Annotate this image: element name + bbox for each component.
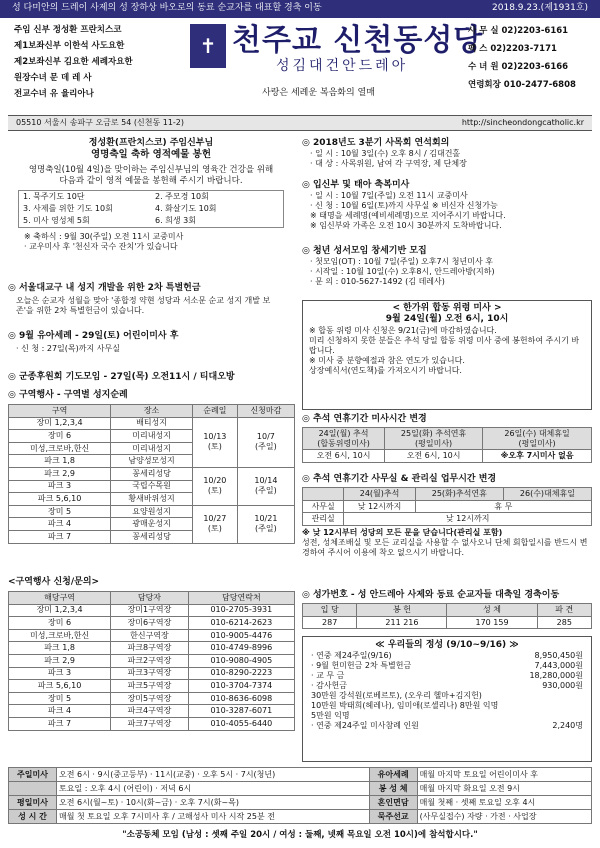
offering-amount: 7,443,000원 bbox=[534, 661, 583, 671]
offering-item: 3. 사제를 위한 기도 10회 bbox=[23, 204, 113, 214]
contact-line: 수 녀 원 02)2203-6166 bbox=[468, 62, 569, 72]
table-cell: 매월 마지막 토요일 어린이미사 후 bbox=[417, 768, 591, 782]
pastor-line: 원장수녀 문 데 레 사 bbox=[14, 73, 92, 83]
col-header: 순례일 bbox=[192, 405, 237, 418]
memorial-title: < 한가위 합동 위령 미사 > bbox=[392, 303, 502, 313]
table-cell: 꽁세리성당 bbox=[111, 530, 193, 543]
table-cell: 파크 3 bbox=[9, 667, 111, 680]
offering-label: 10만원 박태희(헤레나), 임미애(로셀리나) 8만원 익명 bbox=[311, 701, 499, 711]
section-line: · 신 청 : 10월 6일(토)까지 사무실 ※ 비신자 신청가능 bbox=[310, 201, 498, 211]
table-cell: 장미 5 bbox=[9, 692, 111, 705]
feast-subtitle: 영명축일 축하 영적예물 봉헌 bbox=[90, 149, 212, 161]
table-cell: 휴 무 bbox=[415, 500, 591, 513]
table-cell: 사무실 bbox=[303, 500, 344, 513]
schedule-table bbox=[8, 767, 592, 824]
table-row bbox=[9, 642, 295, 655]
council-meeting-section bbox=[302, 138, 592, 169]
table-cell: 파크 2,9 bbox=[9, 467, 111, 480]
table-cell: 파크 2,9 bbox=[9, 654, 111, 667]
offering-label: · 9월 헌미헌금 2차 특별헌금 bbox=[311, 661, 412, 671]
offering-label: · 연중 제24주일(9/16) bbox=[311, 651, 392, 661]
section-line: · 첫모임(OT) : 10월 7일(주일) 오후7시 청년미사 후 bbox=[310, 257, 493, 267]
col-header: 입 당 bbox=[303, 604, 357, 617]
table-cell: 10/27 (토) bbox=[192, 505, 237, 543]
table-cell: 장미 1,2,3,4 bbox=[9, 417, 111, 430]
table-cell: 미리내성지 bbox=[111, 430, 193, 443]
offering-line bbox=[311, 721, 583, 731]
offering-label: · 감사헌금 bbox=[311, 681, 347, 691]
table-cell: 010-9005-4476 bbox=[188, 629, 294, 642]
table-row bbox=[9, 629, 295, 642]
contact-line: 팩 스 02)2203-7171 bbox=[468, 44, 557, 54]
table-cell: 파크 4 bbox=[9, 518, 111, 531]
feast-note: ※ 축하식 : 9월 30(주일) 오전 11시 교중미사 bbox=[24, 232, 184, 242]
table-row bbox=[9, 667, 295, 680]
region-contact-wrap bbox=[8, 591, 295, 731]
table-cell: 관리실 bbox=[303, 513, 344, 526]
memorial-line: ※ 미사 중 분향예절과 참은 연도가 있습니다. bbox=[309, 355, 465, 365]
col-header: 24(월)추석 bbox=[344, 488, 415, 501]
section-title: ◎ 입신부 및 태아 축복미사 bbox=[302, 180, 410, 190]
footer-note: "소공동체 모임 (남성 : 셋째 주일 20시 / 여성 : 둘째, 넷째 목요일 오전 10시)에 참석합시다." bbox=[122, 830, 478, 840]
address-bar bbox=[8, 115, 592, 131]
table-cell: 봉 성 체 bbox=[369, 782, 417, 796]
offering-item: 5. 미사 영성체 5회 bbox=[23, 216, 90, 226]
section-title: ◎ 9월 유아세례 - 29일(토) 어린이미사 후 bbox=[8, 331, 179, 341]
table-cell: 주일미사 bbox=[9, 768, 57, 782]
pregnancy-blessing-section bbox=[302, 180, 592, 231]
table-cell: 광매운성지 bbox=[111, 518, 193, 531]
table-cell: 파크 5,6,10 bbox=[9, 680, 111, 693]
table-cell: 오전 6시, 10시 bbox=[385, 450, 483, 463]
section-line: · 문 의 : 010-5627-1492 (김 데레사) bbox=[310, 277, 445, 287]
table-cell: 매월 첫 토요일 오후 7시미사 후 / 고해성사 미사 시작 25분 전 bbox=[57, 810, 370, 824]
issue-date: 2018.9.23.(제1931호) bbox=[492, 3, 588, 14]
memorial-mass-box bbox=[302, 300, 592, 410]
table-row bbox=[9, 505, 295, 518]
section-title: ◎ 군종후원회 기도모임 - 27일(목) 오전11시 / 티대오방 bbox=[8, 372, 235, 382]
memorial-line: ※ 합동 위령 미사 신청은 9/21(금)에 마감하였습니다. bbox=[309, 325, 497, 335]
address: 05510 서울시 송파구 오금로 54 (신천동 11-2) bbox=[16, 118, 185, 127]
section-line: ※ 임신부와 가족은 오전 10시 30분까지 도착바랍니다. bbox=[310, 221, 502, 231]
section-body: 오늘은 순교자 성월을 맞아 '종합정 약현 성당과 서소문 순교 성지 개발 보존'을 위한 2차 특별헌금이 있습니다. bbox=[16, 296, 271, 316]
col-header: 신청마감 bbox=[237, 405, 294, 418]
section-line: · 일 시 : 10월 7일(주일) 오전 11시 교중미사 bbox=[310, 191, 468, 201]
schedule-table-wrap bbox=[8, 767, 592, 824]
church-logo-icon: ✝ bbox=[190, 24, 226, 68]
table-row bbox=[9, 604, 295, 617]
table-cell: 170 159 bbox=[447, 616, 537, 629]
offering-amount: 18,280,000원 bbox=[529, 671, 583, 681]
table-row bbox=[9, 810, 592, 824]
table-cell: 010-3704-7374 bbox=[188, 680, 294, 693]
offering-line bbox=[311, 711, 583, 721]
table-cell: 010-2705-3931 bbox=[188, 604, 294, 617]
table-cell: 285 bbox=[537, 616, 591, 629]
section-line: ※ 태명을 세례명(예비세례명)으로 지어주시기 바랍니다. bbox=[310, 211, 506, 221]
table-row bbox=[9, 705, 295, 718]
table-row bbox=[9, 680, 295, 693]
col-header: 성 체 bbox=[447, 604, 537, 617]
table-cell: 오전 6시, 10시 bbox=[303, 450, 385, 463]
table-cell: 10/14 (주일) bbox=[237, 467, 294, 505]
table-cell: 유아세례 bbox=[369, 768, 417, 782]
table-cell bbox=[9, 782, 57, 796]
military-prayer-section bbox=[8, 372, 295, 383]
table-cell: 장미 1,2,3,4 bbox=[9, 604, 111, 617]
office-hours-section bbox=[302, 474, 592, 558]
section-body: · 신 청 : 27일(목)까지 사무실 bbox=[16, 344, 120, 354]
col-header: 25(화)추석연휴 bbox=[415, 488, 503, 501]
table-cell: 010-3287-6071 bbox=[188, 705, 294, 718]
table-cell: 파크 5,6,10 bbox=[9, 493, 111, 506]
memorial-date: 9월 24일(월) 오전 6시, 10시 bbox=[385, 314, 509, 325]
section-line: · 일 시 : 10월 3일(수) 오후 8시 / 김대건홀 bbox=[310, 149, 461, 159]
table-row bbox=[9, 717, 295, 730]
contact-list bbox=[468, 22, 596, 94]
col-header: 24일(월) 추석 (합동위령미사) bbox=[303, 428, 385, 450]
col-header: 담당자 bbox=[111, 592, 189, 605]
offering-title: ≪ 우리들의 정성 (9/10~9/16) ≫ bbox=[375, 640, 519, 650]
church-patron: 성김대건안드레아 bbox=[276, 58, 409, 74]
table-row bbox=[9, 467, 295, 480]
table-cell: (사무실접수) 자량 · 가전 · 사업장 bbox=[417, 810, 591, 824]
infant-baptism-section bbox=[8, 331, 295, 356]
feast-body: 영명축일(10월 4일)을 맞이하는 주임신부님의 영육간 건강을 위해 다음과 같이 영적 예물을 봉헌해 주시기 바랍니다. bbox=[28, 165, 274, 186]
offering-label: 30만원 강석원(로베르토), (오우리 헬마+김지헌) bbox=[311, 691, 482, 701]
offering-amount: 8,950,450원 bbox=[534, 651, 583, 661]
section-title: ◎ 2018년도 3분기 사목회 연석회의 bbox=[302, 138, 450, 148]
table-cell: 장미 6 bbox=[9, 617, 111, 630]
section-line: · 시작일 : 10월 10일(수) 오후8시, 안드레아방(지하) bbox=[310, 267, 495, 277]
col-header: 구역 bbox=[9, 405, 111, 418]
offering-line bbox=[311, 671, 583, 681]
section-title: ◎ 성가번호 - 성 안드레아 사제와 동료 순교자들 대축일 경축이동 bbox=[302, 590, 560, 600]
table-cell: 010-4055-6440 bbox=[188, 717, 294, 730]
offering-item: 1. 묵주기도 10단 bbox=[23, 192, 85, 202]
offering-item: 2. 주모경 10회 bbox=[155, 192, 209, 202]
table-cell: 010-8290-2223 bbox=[188, 667, 294, 680]
col-header: 26일(수) 대체휴일 (평일미사) bbox=[483, 428, 592, 450]
table-cell: 010-8636-6098 bbox=[188, 692, 294, 705]
table-cell: 211 216 bbox=[357, 616, 447, 629]
table-cell: 성 시 간 bbox=[9, 810, 57, 824]
offering-amount: 2,240명 bbox=[552, 721, 583, 731]
banner-text: 성 다미안의 드레이 사제의 성 장하상 바오로의 동료 순교자를 대표할 경축 이동 bbox=[12, 3, 322, 14]
offering-box bbox=[302, 636, 592, 762]
contact-line: 연령회장 010-2477-6808 bbox=[468, 80, 576, 90]
table-cell: 한신구역장 bbox=[111, 629, 189, 642]
table-cell: 남양성모성지 bbox=[111, 455, 193, 468]
contact-line: 사 무 실 02)2203-6161 bbox=[468, 26, 569, 36]
office-note: ※ 낮 12시부터 성당의 모든 문을 닫습니다(관리실 포함) bbox=[302, 528, 503, 538]
website-link[interactable]: http://sincheondongcatholic.kr bbox=[461, 118, 584, 127]
section-line: · 대 상 : 사목위원, 남여 각 구역장, 제 단체장 bbox=[310, 159, 467, 169]
offering-grid bbox=[18, 190, 284, 228]
col-header bbox=[303, 488, 344, 501]
special-collection-section bbox=[8, 283, 295, 318]
table-cell: 국립수목원 bbox=[111, 480, 193, 493]
section-title: ◎ 서울대교구 내 성지 개발을 위한 2차 특별헌금 bbox=[8, 283, 201, 293]
pastor-list bbox=[14, 22, 164, 102]
table-cell: 파크7구역장 bbox=[111, 717, 189, 730]
holiday-mass-table bbox=[302, 427, 592, 463]
offering-label: 5만원 익명 bbox=[311, 711, 350, 721]
table-cell: 파크 1,8 bbox=[9, 455, 111, 468]
table-cell: 낮 12시까지 bbox=[344, 500, 415, 513]
hymn-table bbox=[302, 603, 592, 629]
table-cell: 황새바위성지 bbox=[111, 493, 193, 506]
youth-bible-section bbox=[302, 246, 592, 287]
table-cell: 미성,크로바,한신 bbox=[9, 442, 111, 455]
pastor-line: 제1보좌신부 이한석 사도요한 bbox=[14, 41, 125, 51]
office-note: 성전, 성체조배실 및 모든 교리실을 사용할 수 없사오니 단체 회합일시를 반드시 변경하여 주시어 이용에 착오 없으시기 바랍니다. bbox=[302, 538, 588, 558]
table-cell: 파크3구역장 bbox=[111, 667, 189, 680]
table-cell: 장미 6 bbox=[9, 430, 111, 443]
section-title: ◎ 추석 연휴기간 미사시간 변경 bbox=[302, 414, 427, 424]
office-hours-table bbox=[302, 487, 592, 526]
col-header: 25일(화) 추석연휴 (평일미사) bbox=[385, 428, 483, 450]
table-cell: 요양원성지 bbox=[111, 505, 193, 518]
pilgrimage-section bbox=[8, 390, 295, 401]
table-cell: 토요일 : 오후 4시 (어린이) · 저녁 6시 bbox=[57, 782, 370, 796]
table-cell: 묵주선교 bbox=[369, 810, 417, 824]
church-name: 천주교 신천동성당 bbox=[232, 23, 484, 58]
section-title: ◎ 구역행사 - 구역별 성지순례 bbox=[8, 390, 128, 400]
section-title: <구역행사 신청/문의> bbox=[8, 577, 100, 587]
col-header: 장소 bbox=[111, 405, 193, 418]
feast-title: 정성환(프란치스코) 주임신부님 bbox=[88, 138, 214, 148]
table-cell: 낮 12시까지 bbox=[344, 513, 592, 526]
table-row bbox=[9, 654, 295, 667]
col-header: 봉 헌 bbox=[357, 604, 447, 617]
table-cell: 오전 6시(월~토) · 10시(화~금) · 오후 7시(화~목) bbox=[57, 796, 370, 810]
table-cell: 꽁세리성당 bbox=[111, 467, 193, 480]
table-cell: 010-9080-4905 bbox=[188, 654, 294, 667]
region-contact-table bbox=[8, 591, 295, 731]
table-cell: 매월 마지막 화요일 오전 9시 bbox=[417, 782, 591, 796]
offering-line bbox=[311, 661, 583, 671]
table-cell: 파크 1,8 bbox=[9, 642, 111, 655]
offering-item: 6. 희생 3회 bbox=[155, 216, 196, 226]
table-cell: 장미 5 bbox=[9, 505, 111, 518]
table-cell: 파크 7 bbox=[9, 717, 111, 730]
offering-line bbox=[311, 691, 583, 701]
offering-lines bbox=[311, 651, 583, 731]
table-cell: 오전 6시 · 9시(중고등부) · 11시(교중) · 오후 5시 · 7시(청년) bbox=[57, 768, 370, 782]
table-cell: 미리내성지 bbox=[111, 442, 193, 455]
table-cell: 10/7 (주일) bbox=[237, 417, 294, 467]
table-cell: 10/13 (토) bbox=[192, 417, 237, 467]
pilgrimage-table bbox=[8, 404, 295, 544]
section-title: ◎ 추석 연휴기간 사무실 & 관리실 업무시간 변경 bbox=[302, 474, 497, 484]
offering-label: · 교 무 금 bbox=[311, 671, 345, 681]
offering-amount: 930,000원 bbox=[542, 681, 583, 691]
table-cell: 파크5구역장 bbox=[111, 680, 189, 693]
table-cell: 파크4구역장 bbox=[111, 705, 189, 718]
table-row bbox=[9, 617, 295, 630]
table-cell: 미성,크로바,한신 bbox=[9, 629, 111, 642]
feast-note: · 교우미사 후 '천신자 국수 잔치'가 있습니다 bbox=[24, 242, 178, 252]
table-cell: 장미5구역장 bbox=[111, 692, 189, 705]
table-row bbox=[9, 768, 592, 782]
table-cell: 10/20 (토) bbox=[192, 467, 237, 505]
table-cell: 파크 3 bbox=[9, 480, 111, 493]
col-header: 파 견 bbox=[537, 604, 591, 617]
table-cell: 매월 첫째 · 셋째 토요일 오후 4시 bbox=[417, 796, 591, 810]
region-contact-section bbox=[8, 577, 295, 588]
section-title: ◎ 청년 성서모임 창세기반 모집 bbox=[302, 246, 427, 256]
table-row bbox=[9, 417, 295, 430]
table-cell: 010-4749-8996 bbox=[188, 642, 294, 655]
col-header: 담당연락처 bbox=[188, 592, 294, 605]
col-header: 26(수)대체휴일 bbox=[503, 488, 591, 501]
offering-item: 4. 화살기도 10회 bbox=[155, 204, 217, 214]
table-cell: 배티성지 bbox=[111, 417, 193, 430]
holiday-mass-section bbox=[302, 414, 592, 463]
table-cell: 010-6214-2623 bbox=[188, 617, 294, 630]
table-cell: 혼인면담 bbox=[369, 796, 417, 810]
table-cell: 파크 4 bbox=[9, 705, 111, 718]
pastor-line: 제2보좌신부 김요한 세례자요한 bbox=[14, 57, 133, 67]
table-row bbox=[9, 782, 592, 796]
table-cell: 10/21 (주일) bbox=[237, 505, 294, 543]
table-row bbox=[9, 692, 295, 705]
pilgrimage-table-wrap bbox=[8, 404, 295, 544]
hymn-section bbox=[302, 590, 592, 629]
table-cell: 파크2구역장 bbox=[111, 654, 189, 667]
table-cell: 장미1구역장 bbox=[111, 604, 189, 617]
pastor-line: 전교수녀 유 율리아나 bbox=[14, 89, 94, 99]
memorial-line: 상장예식서(연도책)를 가져오시기 바랍니다. bbox=[309, 365, 462, 375]
table-cell: 장미6구역장 bbox=[111, 617, 189, 630]
offering-line bbox=[311, 651, 583, 661]
offering-line bbox=[311, 701, 583, 711]
top-banner bbox=[0, 0, 600, 18]
pastor-line: 주임 신부 정성환 프란치스코 bbox=[14, 25, 122, 35]
table-cell: 287 bbox=[303, 616, 357, 629]
table-cell: 파크8구역장 bbox=[111, 642, 189, 655]
offering-line bbox=[311, 681, 583, 691]
church-motto: 사랑은 세례운 복음화의 열매 bbox=[262, 88, 375, 98]
table-cell: 파크 7 bbox=[9, 530, 111, 543]
table-row bbox=[9, 796, 592, 810]
col-header: 해당구역 bbox=[9, 592, 111, 605]
table-cell: ※오후 7시미사 없음 bbox=[483, 450, 592, 463]
offering-label: · 연중 제24주일 미사참례 인원 bbox=[311, 721, 419, 731]
feast-offering-box bbox=[10, 138, 292, 278]
table-cell: 평일미사 bbox=[9, 796, 57, 810]
memorial-line: 미리 신청하지 못한 분들은 추석 당일 합동 위령 미사 중에 봉헌하여 주시기 바랍니다. bbox=[309, 335, 580, 355]
